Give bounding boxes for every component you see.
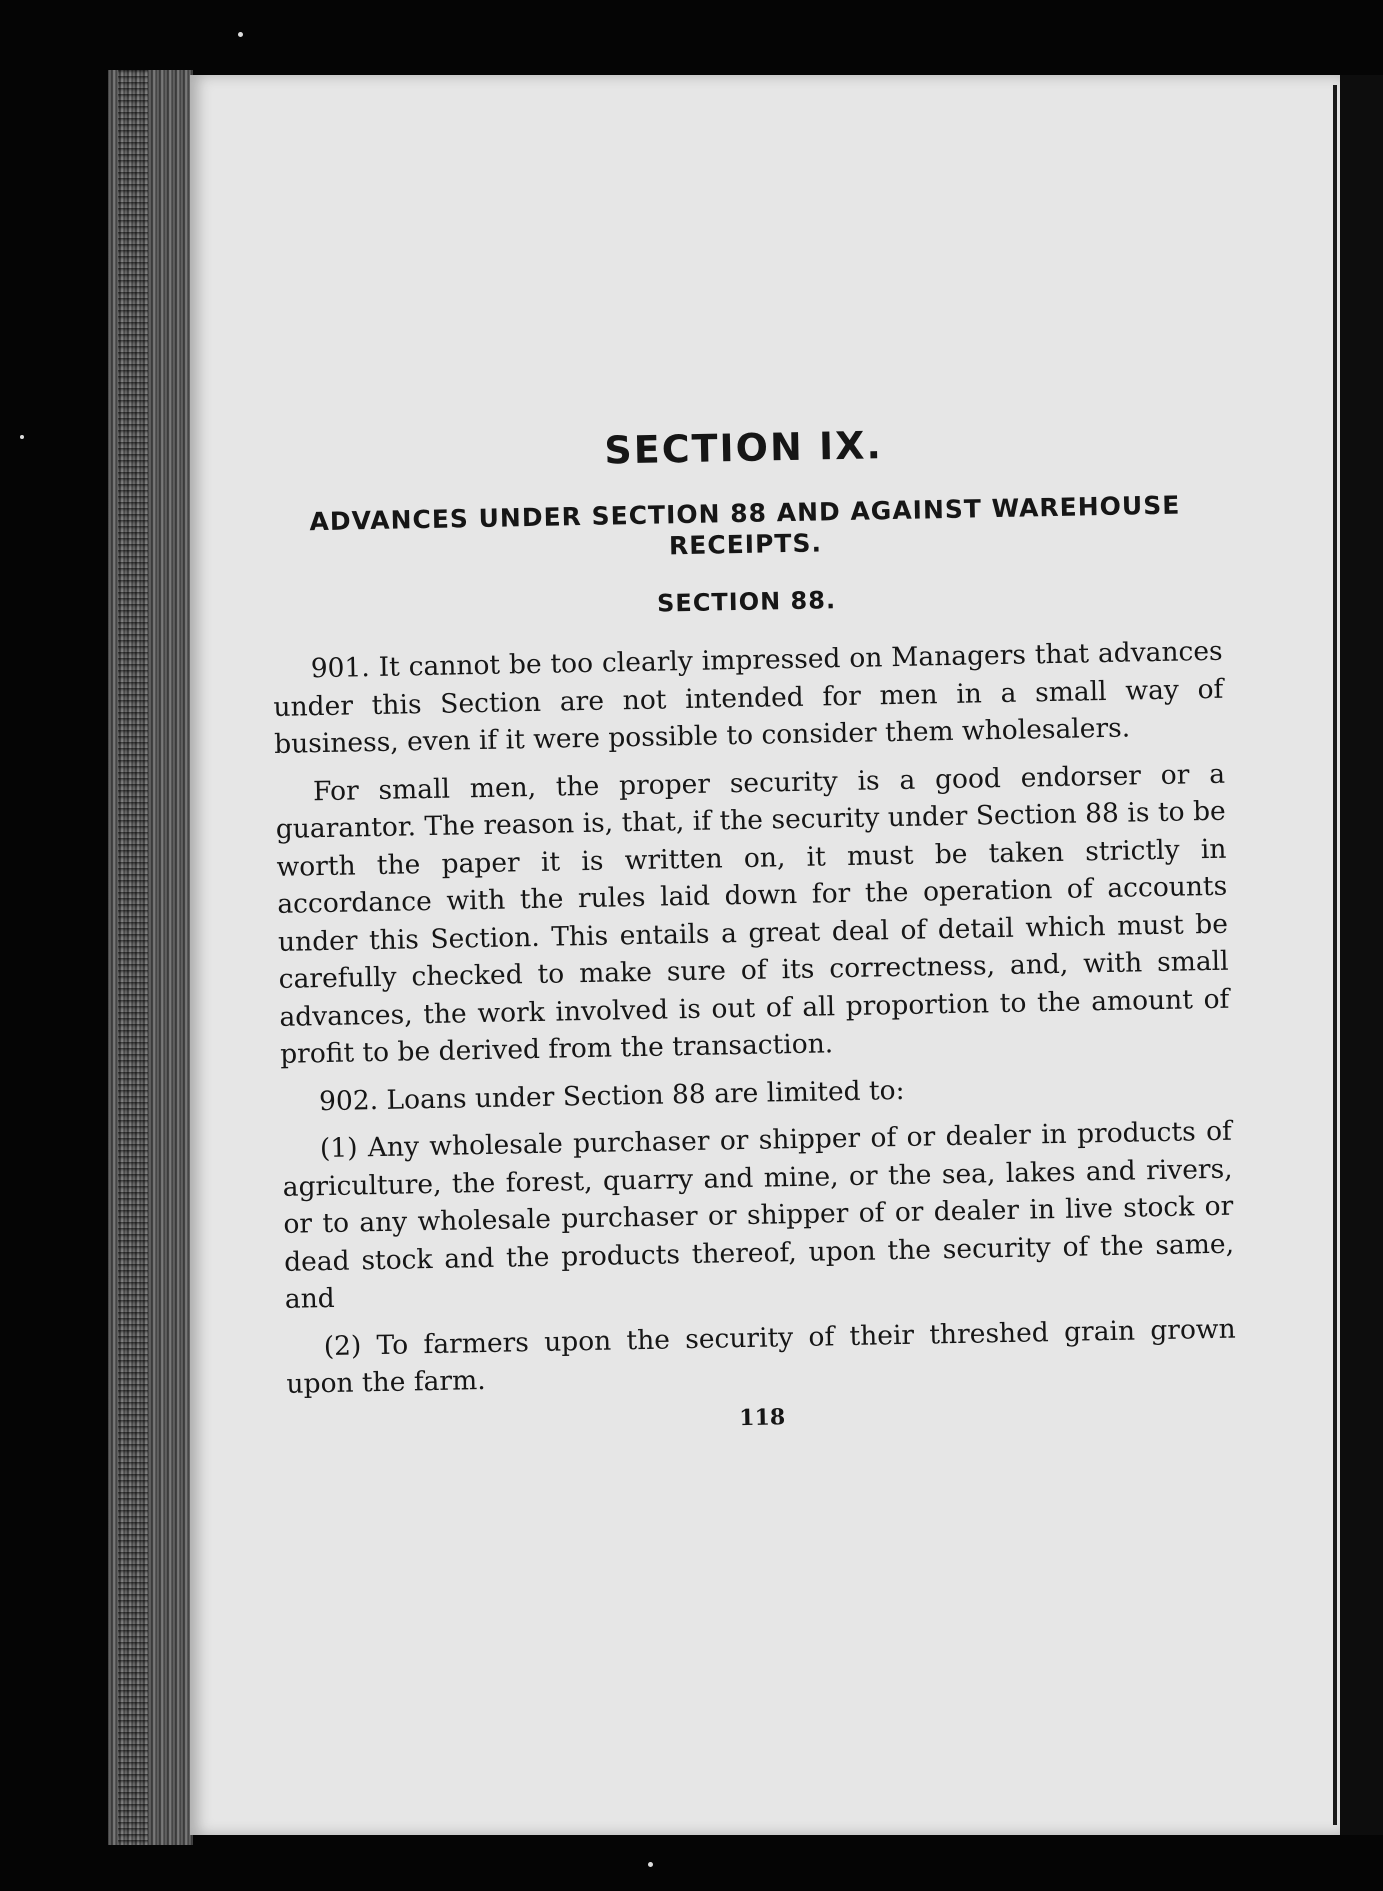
subsection-heading: SECTION 88.: [656, 586, 837, 618]
page-number: 118: [739, 1403, 786, 1431]
book-spine-shadow: [118, 70, 148, 1845]
dust-spot: [238, 32, 243, 37]
dust-spot: [20, 435, 24, 439]
paragraph-item-1: (1) Any wholesale purchaser or shipper of or dealer in products of agriculture, the forest, quarry and mine, or the sea, lakes and rivers, or to any wholesale purchaser or shipper of or dealer in live stock or dead stock and the products thereof, upon the security of the same, and: [282, 1115, 1235, 1315]
scan-right-border: [1340, 75, 1383, 1835]
paragraph-901: 901. It cannot be too clearly impressed on Managers that advances under this Section are not intended for men in a small way of business, even if it were possible to consider them wholesalers.: [273, 635, 1224, 760]
section-title: SECTION IX.: [603, 423, 884, 473]
paragraph-item-2: (2) To farmers upon the security of their threshed grain grown upon the farm.: [286, 1313, 1236, 1400]
section-subtitle: ADVANCES UNDER SECTION 88 AND AGAINST WAREHOUSE RECEIPTS.: [309, 490, 1181, 561]
paragraph-902: 902. Loans under Section 88 are limited to:: [318, 1074, 905, 1117]
page-right-rule: [1333, 85, 1337, 1825]
page-text-block: [268, 402, 1237, 1440]
paragraph-small-men: For small men, the proper security is a good endorser or a guarantor. The reason is, that, if the security under Section 88 is to be worth the paper it is written on, it must be taken strictly in accordance with the rules laid down for the operation of accounts under this Section. This entails a great deal of detail which must be carefully checked to make sure of its correctness, and, with small advances, the work involved is out of all proportion to the amount of profit to be derived from the transaction.: [275, 758, 1230, 1070]
dust-spot: [648, 1862, 653, 1867]
